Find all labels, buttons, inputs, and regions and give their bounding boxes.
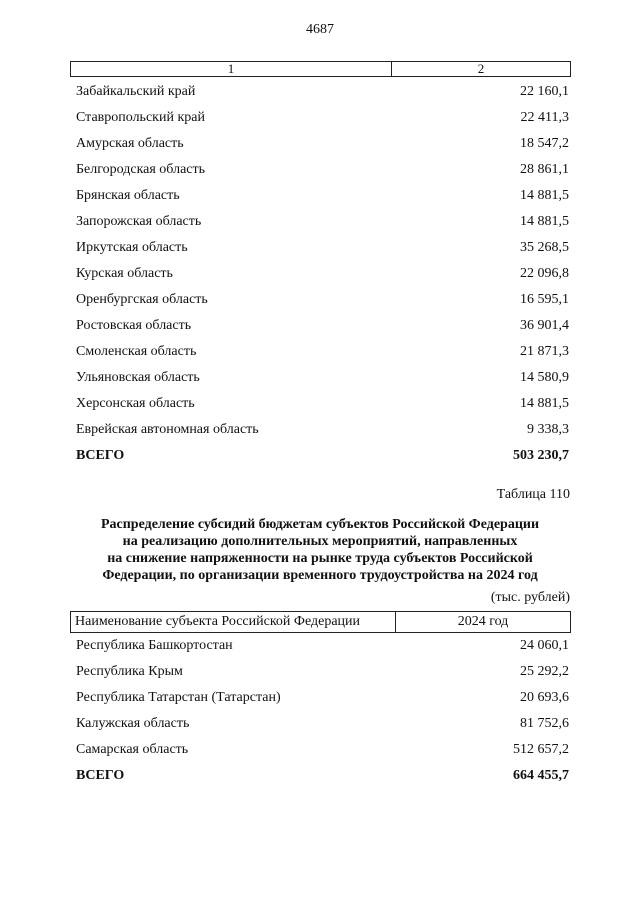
table-row [76, 395, 569, 421]
table-row [76, 689, 569, 715]
table-row [76, 421, 569, 447]
region-value: 35 268,5 [520, 240, 569, 255]
table2-header-col1: Наименование субъекта Российской Федерации [71, 612, 396, 632]
region-name: Херсонская область [76, 396, 195, 411]
region-value: 25 292,2 [520, 664, 569, 679]
table-title [60, 516, 580, 584]
region-name: Республика Башкортостан [76, 638, 233, 653]
region-value: 18 547,2 [520, 136, 569, 151]
table1-header-col2: 2 [477, 61, 485, 76]
table-row [76, 135, 569, 161]
table-row [76, 291, 569, 317]
table-row [76, 239, 569, 265]
table-row [76, 369, 569, 395]
table1-header-col1: 1 [71, 62, 392, 76]
table-row [76, 161, 569, 187]
total-label: ВСЕГО [76, 448, 125, 463]
table-row [76, 343, 569, 369]
table-row [76, 187, 569, 213]
region-value: 24 060,1 [520, 638, 569, 653]
region-value: 36 901,4 [520, 318, 569, 333]
region-name: Оренбургская область [76, 292, 208, 307]
table-row [76, 109, 569, 135]
region-value: 14 881,5 [520, 396, 569, 411]
table2-header-col2: 2024 год [457, 614, 509, 629]
region-name: Ульяновская область [76, 370, 200, 385]
title-line: Распределение субсидий бюджетам субъектов Российской Федерации [100, 517, 540, 532]
region-name: Белгородская область [76, 162, 206, 177]
table-row [76, 741, 569, 767]
table2-header [70, 611, 571, 633]
page-number: 4687 [306, 22, 334, 37]
table-row [76, 265, 569, 291]
title-line: на реализацию дополнительных мероприятий, направленных [122, 534, 518, 549]
region-value: 512 657,2 [513, 742, 569, 757]
table-row [76, 715, 569, 741]
region-name: Республика Крым [76, 664, 183, 679]
region-name: Забайкальский край [76, 84, 196, 99]
region-value: 22 096,8 [520, 266, 569, 281]
units-label: (тыс. рублей) [490, 590, 570, 605]
table-row [76, 317, 569, 343]
region-name: Самарская область [76, 742, 189, 757]
region-value: 20 693,6 [520, 690, 569, 705]
region-name: Амурская область [76, 136, 184, 151]
region-name: Калужская область [76, 716, 190, 731]
table2-body [76, 637, 569, 793]
region-name: Иркутская область [76, 240, 188, 255]
region-name: Республика Татарстан (Татарстан) [76, 690, 281, 705]
title-line: Федерации, по организации временного трудоустройства на 2024 год [102, 568, 538, 583]
total-value: 503 230,7 [513, 448, 569, 463]
table-row [76, 663, 569, 689]
total-row [76, 447, 569, 473]
total-label: ВСЕГО [76, 768, 125, 783]
table-number-label: Таблица 110 [496, 487, 570, 502]
region-name: Еврейская автономная область [76, 422, 259, 437]
region-value: 14 580,9 [520, 370, 569, 385]
region-name: Брянская область [76, 188, 180, 203]
region-value: 22 160,1 [520, 84, 569, 99]
region-name: Запорожская область [76, 214, 202, 229]
region-name: Ставропольский край [76, 110, 205, 125]
table-row [76, 213, 569, 239]
region-value: 14 881,5 [520, 188, 569, 203]
table-row [76, 637, 569, 663]
table-row [76, 83, 569, 109]
region-value: 14 881,5 [520, 214, 569, 229]
region-value: 28 861,1 [520, 162, 569, 177]
table1-header [70, 61, 571, 77]
region-value: 16 595,1 [520, 292, 569, 307]
region-value: 21 871,3 [520, 344, 569, 359]
table1-body [76, 83, 569, 473]
total-row [76, 767, 569, 793]
region-value: 81 752,6 [520, 716, 569, 731]
region-value: 22 411,3 [520, 110, 569, 125]
region-name: Смоленская область [76, 344, 197, 359]
total-value: 664 455,7 [513, 768, 569, 783]
region-name: Ростовская область [76, 318, 192, 333]
region-name: Курская область [76, 266, 173, 281]
title-line: на снижение напряженности на рынке труда субъектов Российской [107, 551, 533, 566]
region-value: 9 338,3 [527, 422, 569, 437]
